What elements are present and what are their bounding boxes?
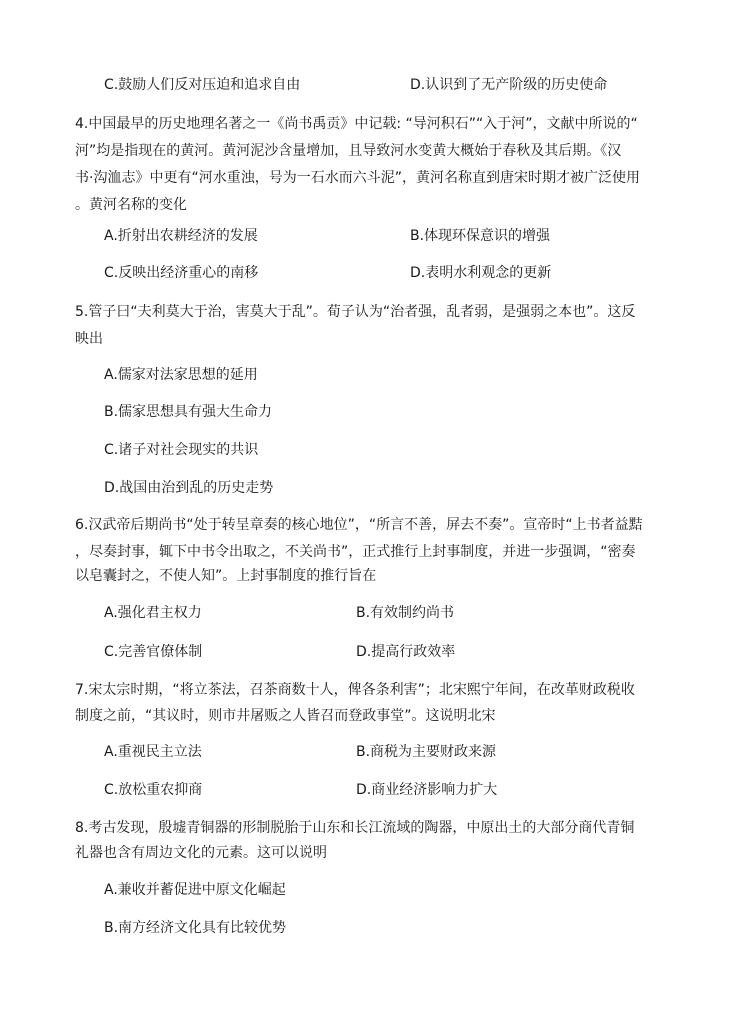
q4-option-a: A.折射出农耕经济的发展 [104, 228, 258, 244]
q7-option-d: D.商业经济影响力扩大 [356, 782, 498, 798]
q7-stem-line-1: 7.宋太宗时期，“将立茶法，召茶商数十人，俾各条利害”；北宋熙宁年间，在改革财政税收 [75, 682, 635, 698]
q8-stem-line-2: 礼器也含有周边文化的元素。这可以说明 [75, 845, 327, 861]
q6-stem-line-3: 以皂囊封之，不使人知”。上封事制度的推行旨在 [75, 568, 377, 584]
q7-option-c: C.放松重农抑商 [104, 782, 203, 798]
q7-option-b: B.商税为主要财政来源 [356, 744, 497, 760]
q6-option-b: B.有效制约尚书 [356, 605, 455, 621]
q7-option-a: A.重视民主立法 [104, 744, 202, 760]
q6-option-a: A.强化君主权力 [104, 605, 202, 621]
q8-stem-line-1: 8.考古发现，殷墟青铜器的形制脱胎于山东和长江流域的陶器，中原出土的大部分商代青铜 [75, 820, 635, 836]
q6-option-c: C.完善官僚体制 [104, 644, 203, 660]
q5-stem-line-1: 5.管子曰“夫利莫大于治，害莫大于乱”。荀子认为“治者强，乱者弱，是强弱之本也”。这反 [75, 304, 636, 320]
q4-option-d: D.表明水利观念的更新 [410, 265, 552, 281]
q4-stem-line-3: 书·沟洫志》中更有“河水重浊，号为一石水而六斗泥”，黄河名称直到唐宋时期才被广泛使用 [75, 170, 640, 186]
q5-option-c: C.诸子对社会现实的共识 [104, 442, 259, 458]
q5-option-d: D.战国由治到乱的历史走势 [104, 480, 274, 496]
q3-option-c: C.鼓励人们反对压迫和追求自由 [104, 77, 301, 93]
q5-option-a: A.儒家对法家思想的延用 [104, 367, 258, 383]
q5-option-b: B.儒家思想具有强大生命力 [104, 404, 273, 420]
q8-option-a: A.兼收并蓄促进中原文化崛起 [104, 882, 286, 898]
q4-option-b: B.体现环保意识的增强 [410, 228, 551, 244]
q4-option-c: C.反映出经济重心的南移 [104, 265, 259, 281]
q4-stem-line-1: 4.中国最早的历史地理名著之一《尚书禹贡》中记载: “导河积石”“入于河”，文献中所说的“ [75, 116, 638, 132]
q6-option-d: D.提高行政效率 [356, 644, 456, 660]
q6-stem-line-1: 6.汉武帝后期尚书“处于转呈章奏的核心地位”，“所言不善，屏去不奏”。宣帝时“上书者益黠 [75, 517, 643, 533]
q7-stem-line-2: 制度之前，“其议时，则市井屠贩之人皆召而登政事堂”。这说明北宋 [75, 708, 496, 724]
q4-stem-line-4: 。黄河名称的变化 [75, 197, 187, 213]
q4-stem-line-2: 河”均是指现在的黄河。黄河泥沙含量增加，且导致河水变黄大概始于春秋及其后期。《汉 [75, 143, 622, 159]
q5-stem-line-2: 映出 [75, 331, 103, 347]
q3-option-d: D.认识到了无产阶级的历史使命 [410, 77, 608, 93]
q6-stem-line-2: ，尽奏封事，辄下中书令出取之，不关尚书”，正式推行上封事制度，并进一步强调，“密奏 [75, 544, 636, 560]
q8-option-b: B.南方经济文化具有比较优势 [104, 920, 287, 936]
